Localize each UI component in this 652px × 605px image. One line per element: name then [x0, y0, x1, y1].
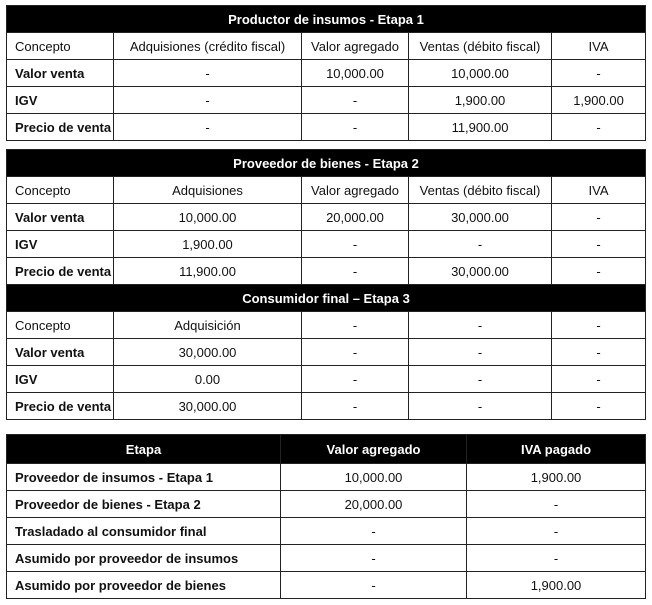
row-label: Precio de venta: [7, 258, 114, 285]
table-header-row: [7, 33, 646, 60]
table-cell: -: [552, 366, 646, 393]
table-cell: 30,000.00: [409, 204, 552, 231]
header-cell: IVA: [552, 177, 646, 204]
table-cell: 30,000.00: [114, 393, 302, 420]
table-cell: -: [409, 339, 552, 366]
table-cell: -: [552, 231, 646, 258]
row-label: Precio de venta: [7, 393, 114, 420]
table-cell: -: [281, 545, 467, 572]
table-cell: -: [302, 258, 409, 285]
row-label: Valor venta: [7, 204, 114, 231]
table-cell: -: [302, 339, 409, 366]
table-cell: 11,900.00: [409, 114, 552, 141]
table-row: [7, 518, 646, 545]
table-etapa-1: [6, 5, 646, 141]
table-cell: -: [467, 491, 646, 518]
table-cell: -: [281, 572, 467, 599]
table-cell: 1,900.00: [467, 572, 646, 599]
table-cell: -: [302, 231, 409, 258]
table-etapa-2-3: [6, 149, 646, 420]
table-cell: 10,000.00: [281, 464, 467, 491]
table-cell: 1,900.00: [409, 87, 552, 114]
table-cell: -: [552, 204, 646, 231]
table-cell: 30,000.00: [114, 339, 302, 366]
table-cell: -: [552, 258, 646, 285]
table-cell: -: [467, 518, 646, 545]
table-cell: 30,000.00: [409, 258, 552, 285]
table-cell: -: [552, 393, 646, 420]
table-resumen: [6, 434, 646, 599]
table-row: [7, 545, 646, 572]
table-cell: 20,000.00: [281, 491, 467, 518]
table-row: [7, 231, 646, 258]
header-cell: Ventas (débito fiscal): [409, 177, 552, 204]
table-header-row: [7, 312, 646, 339]
table-cell: -: [302, 114, 409, 141]
row-label: IGV: [7, 87, 114, 114]
header-cell: IVA pagado: [467, 435, 646, 464]
row-label: IGV: [7, 366, 114, 393]
table-cell: 1,900.00: [552, 87, 646, 114]
table-cell: -: [552, 60, 646, 87]
table-row: [7, 114, 646, 141]
header-cell: Ventas (débito fiscal): [409, 33, 552, 60]
table-cell: 11,900.00: [114, 258, 302, 285]
table-cell: -: [409, 393, 552, 420]
table-title: Proveedor de bienes - Etapa 2: [7, 150, 646, 177]
row-label: Trasladado al consumidor final: [7, 518, 281, 545]
header-cell: -: [552, 312, 646, 339]
header-cell: Concepto: [7, 177, 114, 204]
header-cell: -: [409, 312, 552, 339]
table-cell: 10,000.00: [302, 60, 409, 87]
table-row: [7, 393, 646, 420]
table-cell: -: [302, 87, 409, 114]
table-title: Consumidor final – Etapa 3: [7, 285, 646, 312]
row-label: IGV: [7, 231, 114, 258]
header-cell: Concepto: [7, 312, 114, 339]
table-cell: -: [409, 366, 552, 393]
header-cell: Valor agregado: [302, 177, 409, 204]
row-label: Proveedor de bienes - Etapa 2: [7, 491, 281, 518]
header-cell: Valor agregado: [302, 33, 409, 60]
table-row: [7, 258, 646, 285]
row-label: Asumido por proveedor de bienes: [7, 572, 281, 599]
row-label: Precio de venta: [7, 114, 114, 141]
table-row: [7, 60, 646, 87]
table-cell: 20,000.00: [302, 204, 409, 231]
header-cell: -: [302, 312, 409, 339]
table-cell: -: [302, 393, 409, 420]
table-row: [7, 366, 646, 393]
header-cell: Etapa: [7, 435, 281, 464]
table-cell: -: [114, 60, 302, 87]
table-row: [7, 572, 646, 599]
table-cell: 1,900.00: [114, 231, 302, 258]
table-cell: -: [114, 87, 302, 114]
table-cell: -: [552, 339, 646, 366]
header-cell: Adquisición: [114, 312, 302, 339]
table-cell: -: [409, 231, 552, 258]
table-row: [7, 204, 646, 231]
header-cell: IVA: [552, 33, 646, 60]
header-cell: Adquisiones: [114, 177, 302, 204]
header-cell: Valor agregado: [281, 435, 467, 464]
table-row: [7, 87, 646, 114]
table-row: [7, 491, 646, 518]
table-row: [7, 339, 646, 366]
table-cell: -: [302, 366, 409, 393]
row-label: Proveedor de insumos - Etapa 1: [7, 464, 281, 491]
table-cell: 10,000.00: [409, 60, 552, 87]
table-cell: -: [552, 114, 646, 141]
table-cell: 10,000.00: [114, 204, 302, 231]
header-cell: Concepto: [7, 33, 114, 60]
table-header-row: [7, 435, 646, 464]
table-cell: 1,900.00: [467, 464, 646, 491]
table-title: Productor de insumos - Etapa 1: [7, 6, 646, 33]
table-row: [7, 464, 646, 491]
table-cell: -: [281, 518, 467, 545]
table-header-row: [7, 177, 646, 204]
row-label: Valor venta: [7, 60, 114, 87]
table-cell: -: [114, 114, 302, 141]
row-label: Asumido por proveedor de insumos: [7, 545, 281, 572]
header-cell: Adquisiones (crédito fiscal): [114, 33, 302, 60]
table-cell: -: [467, 545, 646, 572]
table-cell: 0.00: [114, 366, 302, 393]
row-label: Valor venta: [7, 339, 114, 366]
